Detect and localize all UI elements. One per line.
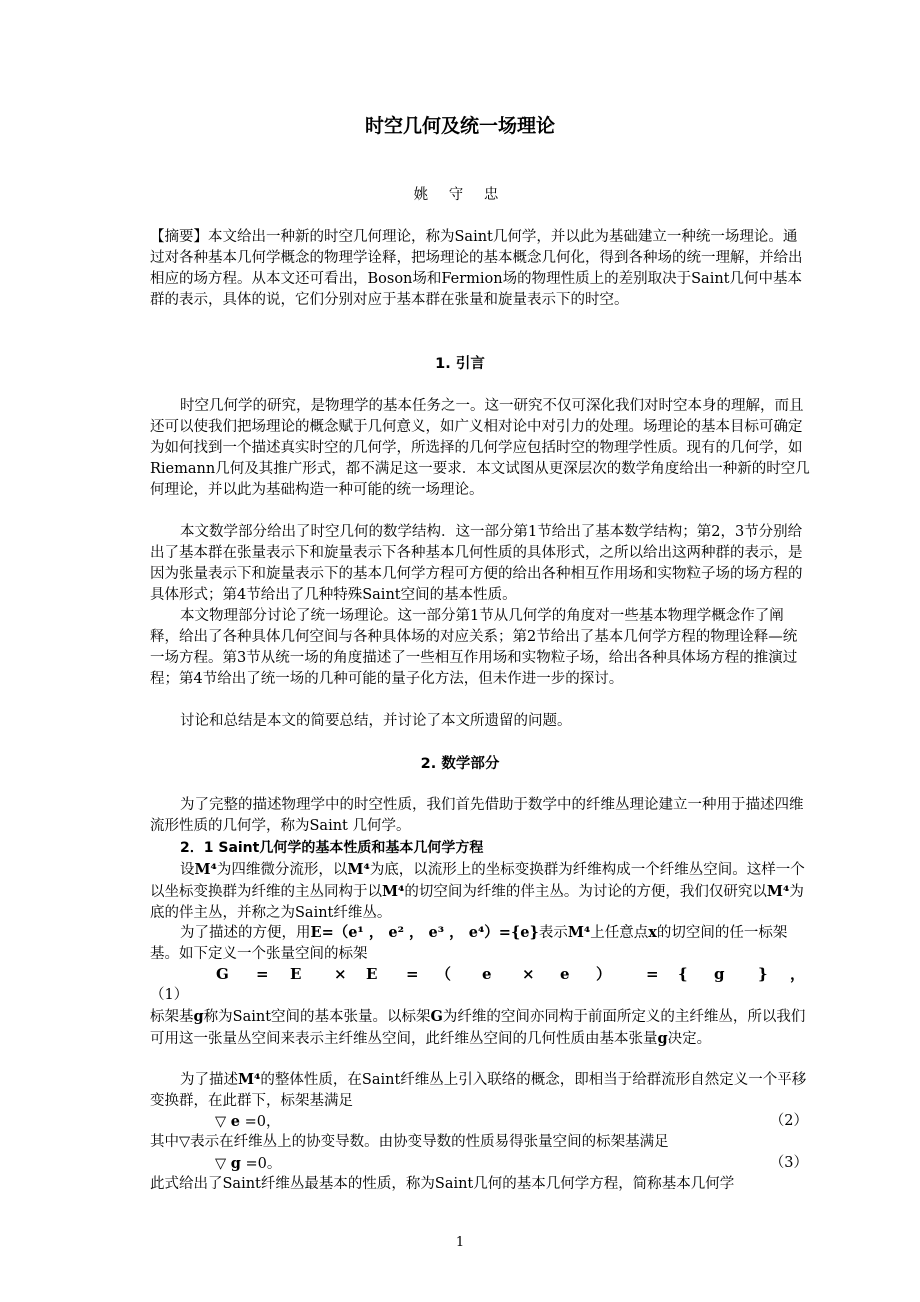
paper-title: 时空几何及统一场理论 xyxy=(364,115,555,137)
math-symbol-m4: M⁴ xyxy=(347,861,370,878)
page-number: 1 xyxy=(455,1235,465,1250)
intro-paragraph-4: 讨论和总结是本文的简要总结，并讨论了本文所遗留的问题。 xyxy=(180,713,572,729)
equation-2-number: （2） xyxy=(769,1113,808,1129)
frame-paragraph: 为了描述的方便，用E=（e¹ ， e² ， e³ ， e⁴）={e}表示M⁴上任意点x的切空间的任一标架基。如下定义一个张量空间的标架 xyxy=(150,924,788,962)
math-symbol-x: x xyxy=(648,924,657,941)
basic-tensor-paragraph: 标架基g称为Saint空间的基本张量。以标架G为纤维的空间亦同构于前面所定义的主纤维丛，所以我们可用这一张量丛空间来表示主纤维丛空间，此纤维丛空间的几何性质由基本张量g决定。 xyxy=(150,1008,806,1047)
equation-1-number: （1） xyxy=(150,987,189,1003)
eq1-G: G xyxy=(216,965,229,983)
connection-paragraph: 为了描述M⁴的整体性质，在Saint纤维丛上引入联络的概念，即相当于给群流形自然定义一个平移变换群，在此群下，标架基满足 xyxy=(150,1071,807,1109)
intro-paragraph-1: 时空几何学的研究，是物理学的基本任务之一。这一研究不仅可深化我们对时空本身的理解，而且还可以使我们把场理论的概念赋于几何意义，如广义相对论中对引力的处理。场理论的基本目标可确定为如何找到一个描述真实时空的几何学，所选择的几何学应包括时空的物理学性质。现有的几何学，如Riemann几何及其推广形式，都不满足这一要求．本文试图从更深层次的数学角度给出一种新的时空几何理论，并以此为基础构造一种可能的统一场理论。 xyxy=(150,398,810,498)
equation-1: G = E × E = （ e × e ） = { g } ， xyxy=(216,965,806,983)
intro-paragraph-3: 本文物理部分讨论了统一场理论。这一部分第1节从几何学的角度对一些基本物理学概念作了阐释，给出了各种具体几何空间与各种具体场的对应关系；第2节给出了基本几何学方程的物理诠释—统一场方程。第3节从统一场的角度描述了一些相互作用场和实物粒子场，给出各种具体场方程的推演过程；第4节给出了统一场的几种可能的量子化方法，但未作进一步的探讨。 xyxy=(150,608,798,687)
equation-3-number: （3） xyxy=(769,1155,808,1171)
math-symbol-m4: M⁴ xyxy=(567,924,591,941)
math-symbol-m4: M⁴ xyxy=(766,883,790,900)
math-paragraph-1: 为了完整的描述物理学中的时空性质，我们首先借助于数学中的纤维丛理论建立一种用于描述四维流形性质的几何学，称为Saint 几何学。 xyxy=(150,797,804,834)
math-frame-set: =（e¹ ， e² ， e³ ， e⁴）={e} xyxy=(321,924,539,941)
author-name: 姚 守 忠 xyxy=(413,187,507,203)
math-symbol-m4: M⁴ xyxy=(194,861,217,878)
covariant-paragraph: 其中▽表示在纤维丛上的协变导数。由协变导数的性质易得张量空间的标架基满足 xyxy=(150,1134,669,1150)
math-symbol-m4: M⁴ xyxy=(238,1071,261,1088)
abstract-paragraph: 【摘要】本文给出一种新的时空几何理论，称为Saint几何学，并以此为基础建立一种统一场理论。通过对各种基本几何学概念的物理学诠释，把场理论的基本概念几何化，得到各种场的统一理解，并给出相应的场方程。从本文还可看出，Boson场和Fermion场的物理性质上的差别取决于Saint几何中基本群的表示，具体的说，它们分别对应于基本群在张量和旋量表示下的时空。 xyxy=(150,229,803,308)
manifold-paragraph: 设M⁴为四维微分流形，以M⁴为底，以流形上的坐标变换群为纤维构成一个纤维丛空间。这样一个以坐标变换群为纤维的主丛同构于以M⁴的切空间为纤维的伴主丛。为讨论的方便，我们仅研究以M⁴为底的伴主丛，并称之为Saint纤维丛。 xyxy=(150,861,805,921)
closing-paragraph: 此式给出了Saint纤维丛最基本的性质，称为Saint几何的基本几何学方程，简称基本几何学 xyxy=(150,1176,735,1192)
equation-2: ▽ e =0， （2） xyxy=(215,1113,808,1130)
section-heading-math: 2. 数学部分 xyxy=(420,756,500,772)
equation-3: ▽ g =0。 （3） xyxy=(215,1155,808,1172)
subsection-heading-2-1: 2．1 Saint几何学的基本性质和基本几何学方程 xyxy=(180,840,484,856)
math-symbol-m4: M⁴ xyxy=(382,883,405,900)
math-symbol-E: E xyxy=(310,924,322,941)
intro-paragraph-2: 本文数学部分给出了时空几何的数学结构．这一部分第1节给出了基本数学结构；第2，3节分别给出了基本群在张量表示下和旋量表示下各种基本几何性质的具体形式，之所以给出这两种群的表示，是因为张量表示下和旋量表示下的基本几何学方程可方便的给出各种相互作用场和实物粒子场的场方程的具体形式；第4节给出了几种特殊Saint空间的基本性质。 xyxy=(150,524,803,603)
section-heading-intro: 1. 引言 xyxy=(435,356,485,372)
